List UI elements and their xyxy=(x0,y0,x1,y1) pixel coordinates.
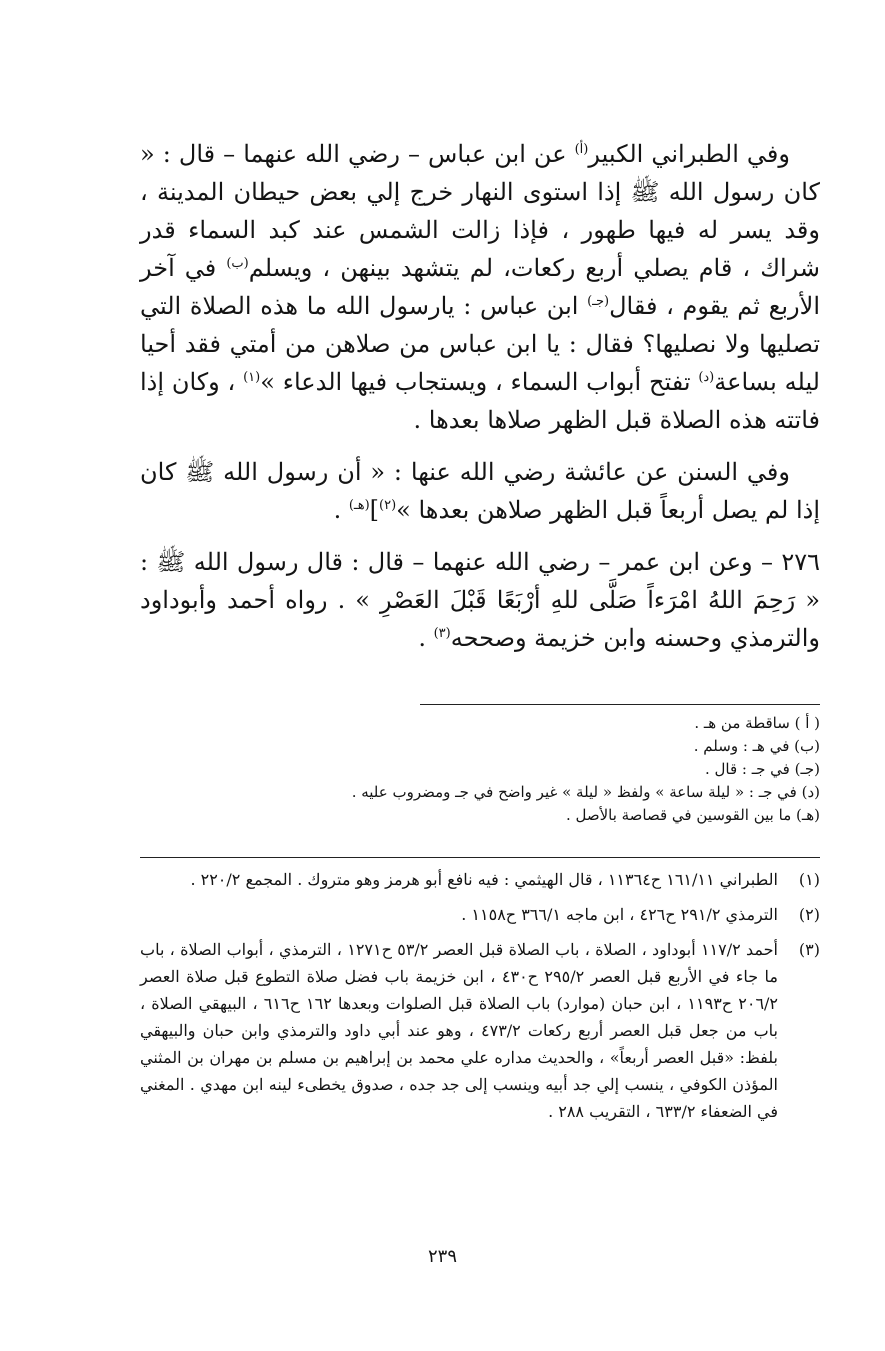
variant-note: (جـ) في جـ : قال . xyxy=(704,760,820,778)
footnote-marker-3: (٣) xyxy=(433,626,451,641)
footnote-text: الطبراني ١٦١/١١ ح١١٣٦٤ ، قال الهيثمي : فيه نافع أبو هرمز وهو متروك . المجمع ٢٢٠/٢ . xyxy=(190,870,778,889)
variant-marker-d: (د) xyxy=(698,370,715,385)
variant-marker-c: (جـ) xyxy=(587,294,610,309)
variant-marker-h: (هـ) xyxy=(348,498,370,513)
variants-divider xyxy=(420,704,820,705)
paragraph-hadith-276: ٢٧٦ – وعن ابن عمر – رضي الله عنهما – قال : قال رسول الله ﷺ : « رَحِمَ اللهُ امْرَءاً صَلَّى للهِ أرْبَعًا قَبْلَ العَصْرِ » . رواه أحمد وأبوداود والترمذي وحسنه وابن خزيمة وصححه$^{(٣)}$ . xyxy=(140,548,820,652)
footnote xyxy=(140,866,820,893)
manuscript-variants xyxy=(140,712,820,827)
main-text xyxy=(140,135,820,657)
paragraph-tabarani-hadith: وفي الطبراني الكبير$^{(أ)}$ عن ابن عباس – رضي الله عنهما – قال : « كان رسول الله ﷺ إذا استوى النهار خرج إلي بعض حيطان المدينة ، وقد يسر له فيها طهور ، فإذا زالت الشمس عند كبد السماء قدر شراك ، قام يصلي أربع ركعات، لم يتشهد بينهن ، ويسلم$^{(ب)}$ في آخر الأربع ثم يقوم ، فقال$^{(جـ)}$ ابن عباس : يارسول الله ما هذه الصلاة التي تصليها ولا نصليها؟ فقال : يا ابن عباس من صلاهن من أمتي فقد أحيا ليله بساعة$^{(د)}$ تفتح أبواب السماء ، ويستجاب فيها الدعاء »$^{(١)}$ ، وكان إذا فاتته هذه الصلاة قبل الظهر صلاها بعدها . xyxy=(140,140,821,434)
page-number: ٢٣٩ xyxy=(427,1246,457,1267)
footnote-text: الترمذي ٢٩١/٢ ح٤٢٦ ، ابن ماجه ٣٦٦/١ ح١١٥٨ . xyxy=(461,905,778,924)
footnote xyxy=(140,936,820,1125)
footnote-text: أحمد ١١٧/٢ أبوداود ، الصلاة ، باب الصلاة قبل العصر ٥٣/٢ ح١٢٧١ ، الترمذي ، أبواب الصلاة ، باب ما جاء في الأربع قبل العصر ٢٩٥/٢ ح٤٣٠ ، ابن خزيمة باب فضل صلاة التطوع قبل صلاة العصر ٢٠٦/٢ ح١١٩٣ ، ابن حبان (موارد) باب الصلاة قبل الصلوات وبعدها ١٦٢ ح٦١٦ ، البيهقي الصلاة ، باب من جعل قبل العصر أربع ركعات ٤٧٣/٢ ، وهو عند أبي داود والترمذي وابن حبان والبيهقي بلفظ: «قبل العصر أربعاً» ، والحديث مداره علي محمد بن إبراهيم بن مسلم بن مهران بن المثني المؤذن الكوفي ، ينسب إلي جد أبيه وينسب إلى جد جده ، صدوق يخطىء لينه ابن مهدي . المغني في الضعفاء ٦٣٣/٢ ، التقريب ٢٨٨ . xyxy=(140,940,779,1121)
footnote-marker-1: (١) xyxy=(243,370,261,385)
footnotes-divider xyxy=(140,857,820,858)
variant-note: (هـ) ما بين القوسين في قصاصة بالأصل . xyxy=(565,806,820,824)
footnote-number: (٣) xyxy=(798,940,820,959)
footnote xyxy=(140,901,820,928)
footnote-number: (٢) xyxy=(798,905,820,924)
variant-note: (ب) في هـ : وسلم . xyxy=(693,737,820,755)
variant-marker-b: (ب) xyxy=(226,256,249,271)
variant-note: (د) في جـ : « ليلة ساعة » ولفظ « ليلة » غير واضح في جـ ومضروب عليه . xyxy=(351,783,820,801)
footnotes xyxy=(140,866,820,1125)
variant-note: ( أ ) ساقطة من هـ . xyxy=(694,714,820,732)
paragraph-sunan-aisha: وفي السنن عن عائشة رضي الله عنها : « أن رسول الله ﷺ كان إذا لم يصل أربعاً قبل الظهر صلاهن بعدها »$^{(٢)}$]$^{(هـ)}$ . xyxy=(140,458,820,524)
footnote-marker-2: (٢) xyxy=(379,498,397,513)
variant-marker-a: (أ) xyxy=(574,142,589,157)
footnote-number: (١) xyxy=(798,870,820,889)
